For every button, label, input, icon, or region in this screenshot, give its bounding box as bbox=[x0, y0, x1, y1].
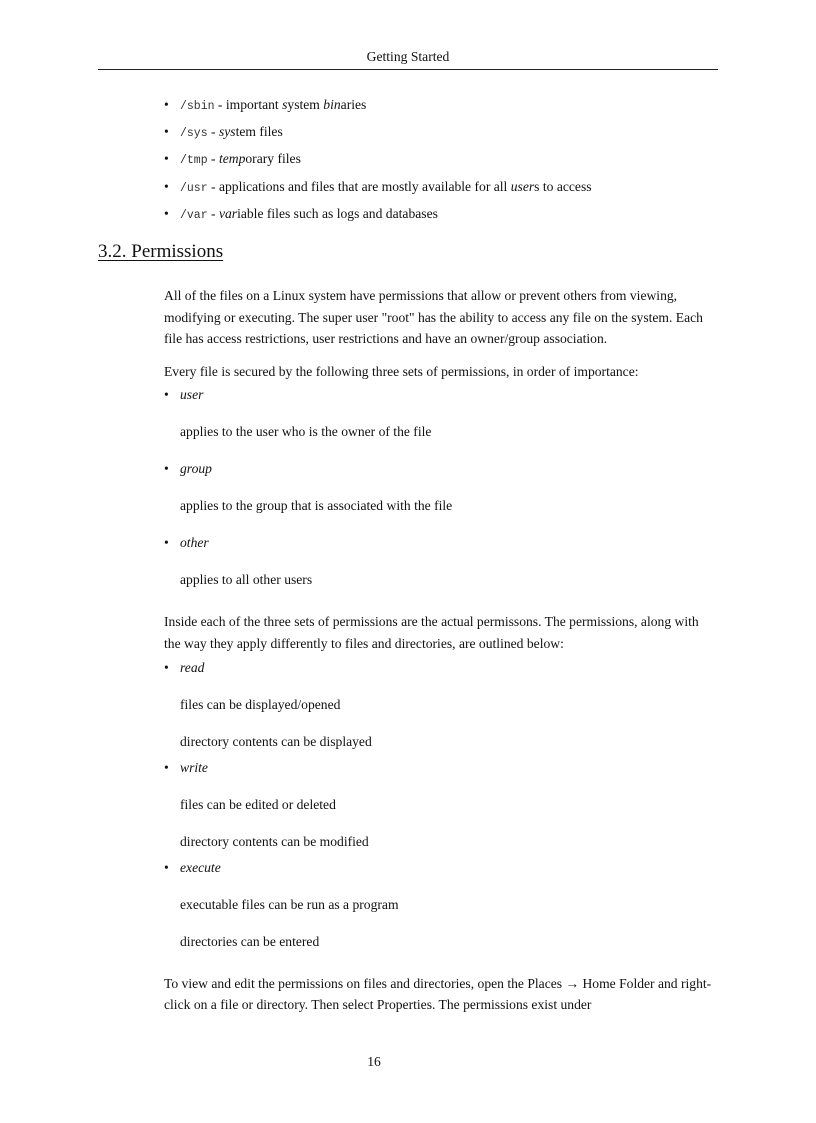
path-code: /sys bbox=[180, 127, 208, 141]
section-body bbox=[164, 285, 716, 1016]
term-description: applies to the user who is the owner of the file bbox=[180, 424, 432, 440]
intro-paragraph: All of the files on a Linux system have permissions that allow or prevent others from viewing, modifying or executing. The super user "root" has the ability to access any file on the system. Each file has access restrictions, user restrictions and have an owner/group association. bbox=[164, 288, 703, 347]
list-item: • /var - variable files such as logs and databases bbox=[164, 205, 438, 222]
bullet: • bbox=[164, 205, 169, 221]
bullet: • bbox=[164, 178, 169, 194]
intro-lead: Every file is secured by the following three sets of permissions, in order of importance: bbox=[164, 363, 639, 379]
list-item: • /sys - system files bbox=[164, 124, 283, 141]
path-code: /var bbox=[180, 208, 208, 222]
term-dir-description: directories can be entered bbox=[180, 933, 320, 949]
list-item: • /tmp - temporary files bbox=[164, 151, 301, 168]
list-item: • /sbin - important system binaries bbox=[164, 97, 367, 113]
path-code: /sbin bbox=[180, 100, 215, 113]
term-description: applies to the group that is associated with the file bbox=[180, 498, 453, 514]
bullet: • bbox=[164, 859, 169, 875]
path-code: /tmp bbox=[180, 154, 208, 168]
term-execute: • execute bbox=[164, 859, 221, 875]
term-write: • write bbox=[164, 759, 208, 775]
bullet: • bbox=[164, 97, 169, 112]
term-dir-description: directory contents can be modified bbox=[180, 833, 369, 849]
term-description: applies to all other users bbox=[180, 572, 313, 588]
term-file-description: files can be edited or deleted bbox=[180, 796, 336, 812]
term-file-description: executable files can be run as a program bbox=[180, 896, 399, 912]
section-heading: 3.2. Permissions bbox=[98, 241, 224, 262]
bullet: • bbox=[164, 124, 169, 140]
term-read: • read bbox=[164, 659, 205, 675]
closing-paragraph: To view and edit the permissions on files and directories, open the Places → Home Folder and right-click on a file or directory. Then select Properties. The permissions exist under bbox=[164, 975, 712, 1013]
bullet: • bbox=[164, 461, 169, 477]
middle-paragraph: Inside each of the three sets of permissions are the actual permissons. The permissions, along with the way they apply differently to files and directories, are outlined below: bbox=[164, 614, 699, 651]
bullet: • bbox=[164, 387, 169, 403]
bullet: • bbox=[164, 151, 169, 167]
page-number: 16 bbox=[367, 1054, 381, 1069]
term-file-description: files can be displayed/opened bbox=[180, 696, 341, 712]
running-header: Getting Started bbox=[366, 49, 450, 64]
path-code: /usr bbox=[180, 181, 208, 195]
term-user: • user bbox=[164, 387, 204, 403]
bullet: • bbox=[164, 759, 169, 775]
term-group: • group bbox=[164, 461, 212, 477]
bullet: • bbox=[164, 535, 169, 551]
list-item: • /usr - applications and files that are mostly available for all users to access bbox=[164, 178, 592, 195]
term-dir-description: directory contents can be displayed bbox=[180, 733, 372, 749]
header-rule bbox=[98, 69, 718, 70]
directory-list bbox=[164, 96, 592, 232]
bullet: • bbox=[164, 659, 169, 675]
term-other: • other bbox=[164, 535, 209, 551]
